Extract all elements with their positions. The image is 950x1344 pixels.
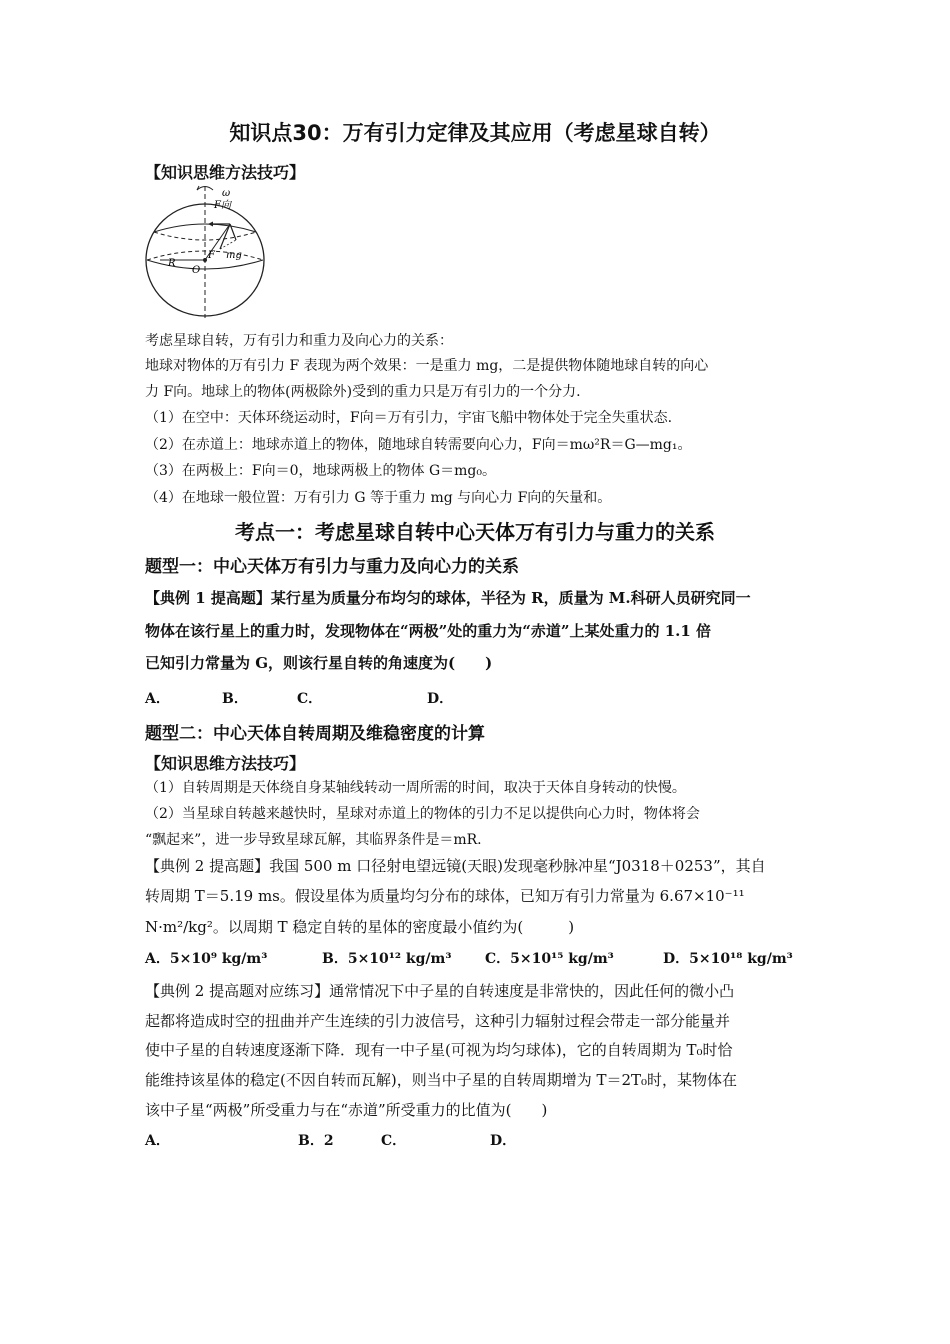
practice-option-d: D． <box>490 1133 517 1149</box>
example2-line-3: N·m²/kg²。以周期 T 稳定自转的星体的密度最小值约为( ) <box>145 918 575 936</box>
page-title: 知识点30：万有引力定律及其应用（考虑星球自转） <box>229 121 721 145</box>
type2-heading: 题型二：中心天体自转周期及维稳密度的计算 <box>145 724 485 744</box>
earth-rotation-diagram <box>142 180 272 320</box>
example1-line-1: 【典例 1 提高题】某行星为质量分布均匀的球体，半径为 R，质量为 M.科研人员研究同一 <box>145 589 751 607</box>
method-heading-2: 【知识思维方法技巧】 <box>145 754 306 773</box>
mg-label: mg <box>226 250 242 261</box>
f-dir-label: F向 <box>214 200 231 211</box>
practice-line-4: 能维持该星体的稳定(不因自转而瓦解)，则当中子星的自转周期增为 T＝2T₀时，某物体在 <box>145 1071 738 1089</box>
tip-line-2: （2）当星球自转越来越快时，星球对赤道上的物体的引力不足以提供向心力时，物体将会 <box>145 806 700 822</box>
omega-label: ω <box>222 188 231 199</box>
f-label: F <box>208 250 215 261</box>
tip-line-3: “飘起来”，进一步导致星球瓦解，其临界条件是＝mR. <box>145 832 482 848</box>
example1-option-d: D． <box>427 691 454 707</box>
practice-option-a: A． <box>145 1133 170 1149</box>
example1-line-3: 已知引力常量为 G，则该行星自转的角速度为( ) <box>145 654 493 672</box>
example1-line-2: 物体在该行星上的重力时，发现物体在“两极”处的重力为“赤道”上某处重力的 1.1 倍 <box>145 622 712 640</box>
practice-line-3: 使中子星的自转速度逐渐下降．现有一中子星(可视为均匀球体)，它的自转周期为 T₀时恰 <box>145 1041 733 1059</box>
r-label: R <box>168 258 176 269</box>
o-label: O <box>192 265 201 276</box>
example2-option-d: D．5×10¹⁸ kg/m³ <box>663 951 793 967</box>
intro-line-1: 考虑星球自转，万有引力和重力及向心力的关系： <box>145 333 453 349</box>
example1-option-c: C． <box>297 691 323 707</box>
type1-heading: 题型一：中心天体万有引力与重力及向心力的关系 <box>145 557 519 577</box>
example1-option-b: B． <box>222 691 248 707</box>
practice-line-5: 该中子星“两极”所受重力与在“赤道”所受重力的比值为( ) <box>145 1101 548 1119</box>
example2-line-2: 转周期 T＝5.19 ms。假设星体为质量均匀分布的球体，已知万有引力常量为 6.67×10⁻¹¹ <box>145 887 745 905</box>
intro-item-3: （3）在两极上：F向＝0，地球两极上的物体 G＝mg₀。 <box>145 463 497 479</box>
practice-option-c: C． <box>381 1133 407 1149</box>
intro-line-3: 力 F向。地球上的物体(两极除外)受到的重力只是万有引力的一个分力. <box>145 384 581 400</box>
practice-line-2: 起都将造成时空的扭曲并产生连续的引力波信号，这种引力辐射过程会带走一部分能量并 <box>145 1012 731 1030</box>
example2-option-c: C．5×10¹⁵ kg/m³ <box>485 951 614 967</box>
tip-line-1: （1）自转周期是天体绕自身某轴线转动一周所需的时间，取决于天体自身转动的快慢。 <box>145 780 686 796</box>
example1-option-a: A． <box>145 691 170 707</box>
intro-item-1: （1）在空中：天体环绕运动时，F向＝万有引力，宇宙飞船中物体处于完全失重状态. <box>145 410 673 426</box>
example2-option-b: B．5×10¹² kg/m³ <box>322 951 452 967</box>
intro-item-2: （2）在赤道上：地球赤道上的物体，随地球自转需要向心力，F向＝mω²R＝G—mg₁。 <box>145 437 692 453</box>
example2-line-1: 【典例 2 提高题】我国 500 m 口径射电望远镜(天眼)发现毫秒脉冲星“J0318＋0253”，其自 <box>145 857 766 875</box>
method-heading: 【知识思维方法技巧】 <box>145 163 306 182</box>
section-heading-1: 考点一：考虑星球自转中心天体万有引力与重力的关系 <box>235 520 715 544</box>
practice-option-b: B．2 <box>298 1133 334 1149</box>
intro-line-2: 地球对物体的万有引力 F 表现为两个效果：一是重力 mg，二是提供物体随地球自转的向心 <box>145 358 709 374</box>
example2-option-a: A．5×10⁹ kg/m³ <box>145 951 268 967</box>
intro-item-4: （4）在地球一般位置：万有引力 G 等于重力 mg 与向心力 F向的矢量和。 <box>145 490 612 506</box>
practice-line-1: 【典例 2 提高题对应练习】通常情况下中子星的自转速度是非常快的，因此任何的微小凸 <box>145 982 735 1000</box>
